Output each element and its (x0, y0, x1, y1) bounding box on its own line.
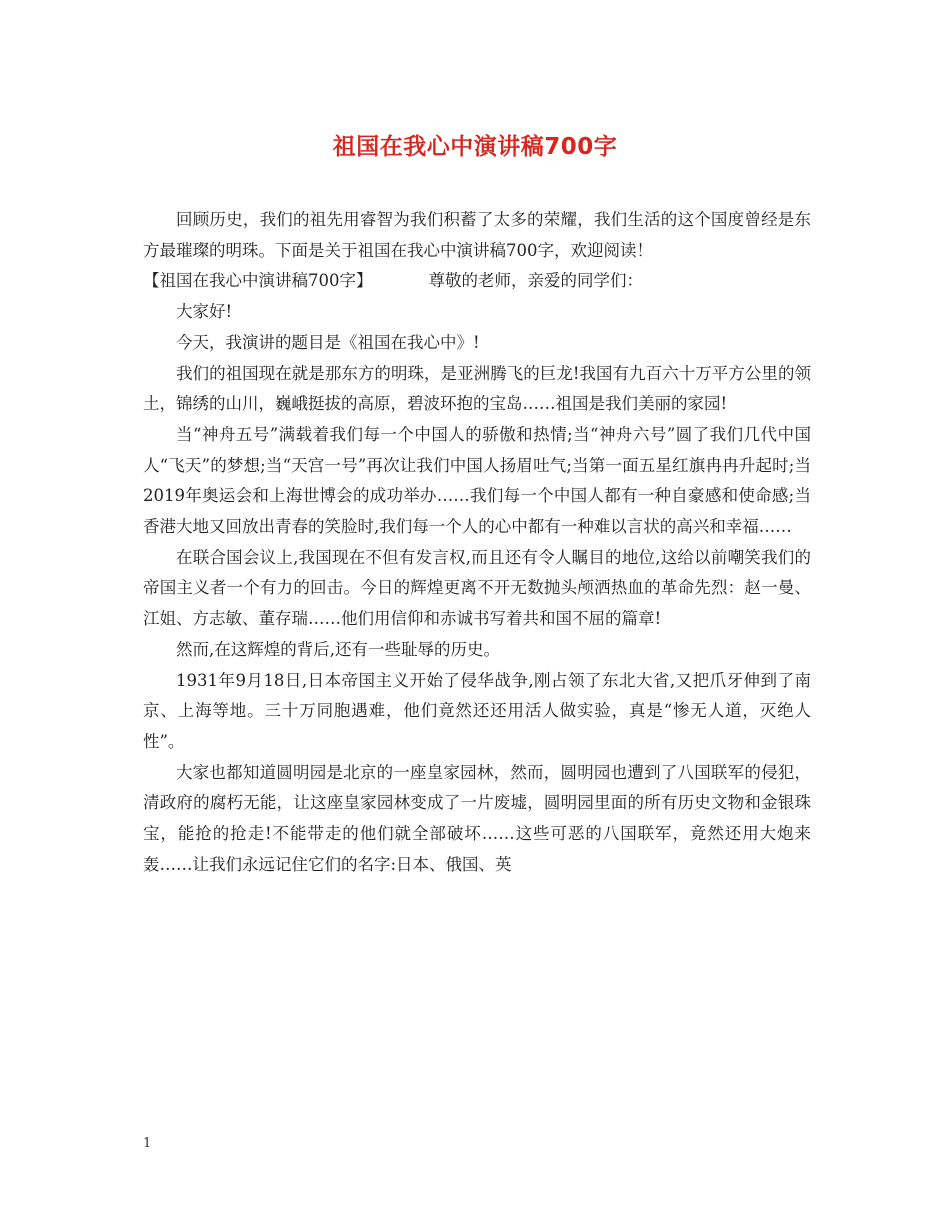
salutation: 尊敬的老师，亲爱的同学们： (428, 271, 643, 291)
paragraph-history: 然而,在这辉煌的背后,还有一些耻辱的历史。 (176, 639, 500, 659)
paragraph-motherland: 我们的祖国现在就是那东方的明珠，是亚洲腾飞的巨龙!我国有九百六十万平方公里的领土，锦绣的山川，巍峨挺拔的高原，碧波环抱的宝岛……祖国是我们美丽的家园! (143, 363, 811, 414)
paragraph-shenzhou: 当“神舟五号”满载着我们每一个中国人的骄傲和热情;当“神舟六号”圆了我们几代中国人“飞天”的梦想;当“天宫一号”再次让我们中国人扬眉吐气;当第一面五星红旗冉冉升起时;当2019年奥运会和上海世博会的成功举办……我们每一个中国人都有一种自豪感和使命感;当香港大地又回放出青春的笑脸时,我们每一个人的心中都有一种难以言状的高兴和幸福…… (143, 424, 811, 537)
paragraph-topic: 今天，我演讲的题目是《祖国在我心中》! (176, 332, 480, 352)
paragraph-yuanmingyuan: 大家也都知道圆明园是北京的一座皇家园林，然而，圆明园也遭到了八国联军的侵犯，清政府的腐朽无能，让这座皇家园林变成了一片废墟，圆明园里面的所有历史文物和金银珠宝，能抢的抢走!不能带走的他们就全部破坏……这些可恶的八国联军，竟然还用大炮来轰……让我们永远记住它们的名字:日本、俄国、英 (143, 762, 811, 874)
document-body (143, 205, 811, 880)
paragraph-1931: 1931年9月18日,日本帝国主义开始了侵华战争,刚占领了东北大省,又把爪牙伸到了南京、上海等地。三十万同胞遇难，他们竟然还还用活人做实验，真是“惨无人道，灭绝人性”。 (143, 670, 811, 751)
paragraph-un: 在联合国会议上,我国现在不但有发言权,而且还有令人瞩目的地位,这给以前嘲笑我们的帝国主义者一个有力的回击。今日的辉煌更离不开无数抛头颅洒热血的革命先烈：赵一曼、江姐、方志敏、董存瑞……他们用信仰和赤诚书写着共和国不屈的篇章! (143, 547, 811, 629)
page-number: 1 (143, 1136, 152, 1151)
paragraph-greeting: 大家好! (176, 302, 233, 322)
document-title: 祖国在我心中演讲稿700字 (332, 134, 618, 160)
paragraph-heading-line (143, 266, 811, 297)
paragraph-intro: 回顾历史，我们的祖先用睿智为我们积蓄了太多的荣耀，我们生活的这个国度曾经是东方最璀璨的明珠。下面是关于祖国在我心中演讲稿700字，欢迎阅读！ (143, 210, 811, 260)
bracket-heading: 【祖国在我心中演讲稿700字】 (143, 271, 373, 291)
